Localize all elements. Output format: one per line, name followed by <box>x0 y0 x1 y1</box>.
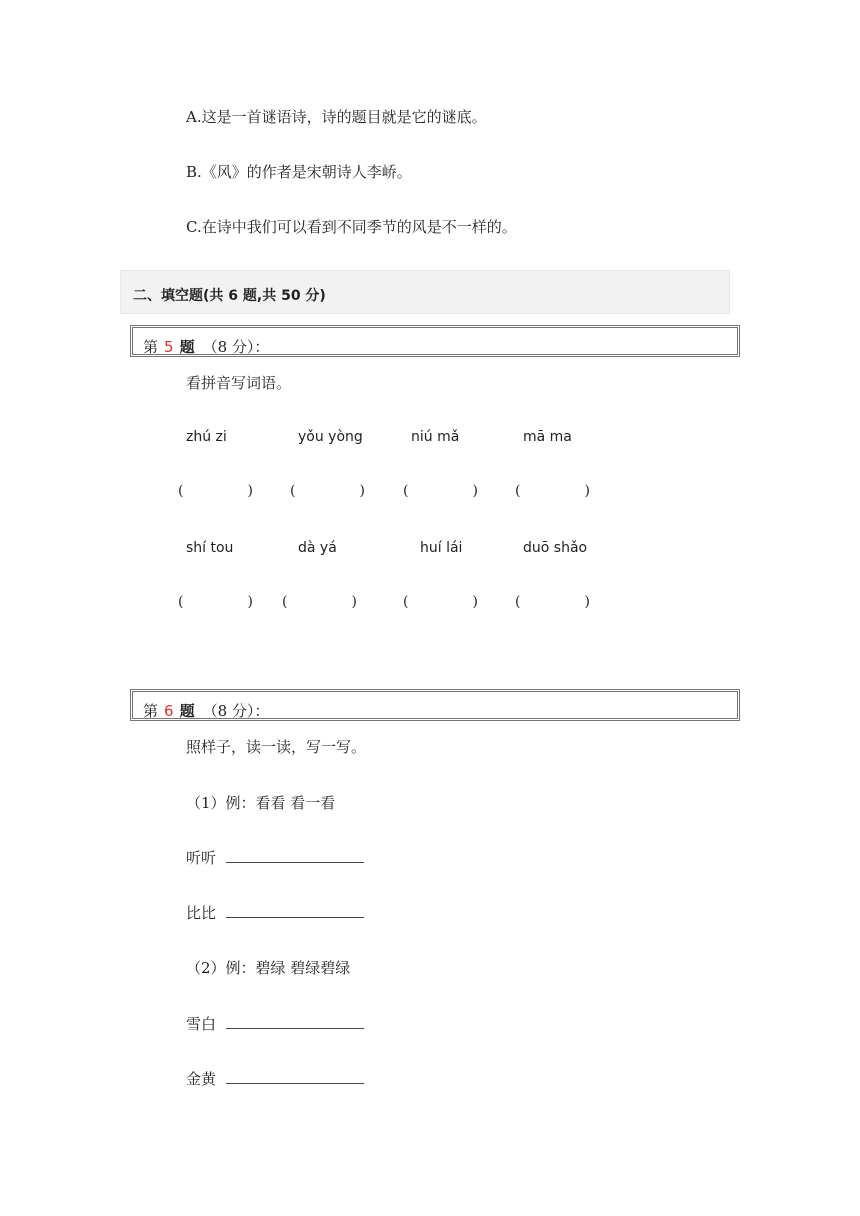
paren-open: ( <box>515 594 521 610</box>
example-2: （2）例：碧绿 碧绿碧绿 <box>186 959 351 977</box>
paren-close: ) <box>359 483 365 499</box>
paren-open: ( <box>403 594 409 610</box>
section-title: 二、填空题(共 6 题,共 50 分) <box>133 288 326 304</box>
paren-open: ( <box>282 594 288 610</box>
pinyin-item: mā ma <box>523 429 572 445</box>
paren-open: ( <box>290 483 296 499</box>
word-label: 听听 <box>186 849 217 867</box>
answer-row <box>186 902 364 923</box>
answer-row <box>186 1013 364 1034</box>
answer-blank[interactable] <box>226 1069 364 1084</box>
question-prefix: 第 <box>143 338 159 356</box>
answer-blank[interactable] <box>226 848 364 863</box>
paren-open: ( <box>178 483 184 499</box>
answer-row <box>186 1068 364 1089</box>
answer-blank[interactable] <box>226 1014 364 1029</box>
question-6-header <box>130 689 740 721</box>
answer-blank[interactable] <box>226 903 364 918</box>
section-header <box>120 270 730 314</box>
question-label: 题 <box>179 338 195 356</box>
pinyin-item: duō shǎo <box>523 540 588 556</box>
word-label: 金黄 <box>186 1070 217 1088</box>
pinyin-item: zhú zi <box>186 429 227 445</box>
pinyin-item: niú mǎ <box>411 429 460 445</box>
paren-close: ) <box>247 483 253 499</box>
question-prefix: 第 <box>143 702 159 720</box>
question-number: 5 <box>164 338 174 356</box>
option-b: B.《风》的作者是宋朝诗人李峤。 <box>186 163 412 181</box>
paren-close: ) <box>351 594 357 610</box>
option-a: A.这是一首谜语诗，诗的题目就是它的谜底。 <box>186 108 487 126</box>
paren-close: ) <box>472 594 478 610</box>
pinyin-item: yǒu yòng <box>298 429 363 445</box>
pinyin-item: huí lái <box>420 540 463 556</box>
question-6-prompt: 照样子，读一读，写一写。 <box>186 738 367 756</box>
paren-close: ) <box>472 483 478 499</box>
pinyin-item: shí tou <box>186 540 234 556</box>
paren-open: ( <box>515 483 521 499</box>
question-5-prompt: 看拼音写词语。 <box>186 374 292 392</box>
question-label: 题 <box>179 702 195 720</box>
answer-row <box>186 847 364 868</box>
question-5-header <box>130 325 740 357</box>
paren-close: ) <box>584 594 590 610</box>
paren-close: ) <box>584 483 590 499</box>
option-c: C.在诗中我们可以看到不同季节的风是不一样的。 <box>186 218 517 236</box>
paren-close: ) <box>247 594 253 610</box>
word-label: 雪白 <box>186 1015 217 1033</box>
pinyin-item: dà yá <box>298 540 337 556</box>
word-label: 比比 <box>186 904 217 922</box>
question-score: （8 分）： <box>202 338 270 356</box>
example-1: （1）例：看看 看一看 <box>186 794 336 812</box>
question-score: （8 分）： <box>202 702 270 720</box>
paren-open: ( <box>403 483 409 499</box>
question-number: 6 <box>164 702 174 720</box>
paren-open: ( <box>178 594 184 610</box>
